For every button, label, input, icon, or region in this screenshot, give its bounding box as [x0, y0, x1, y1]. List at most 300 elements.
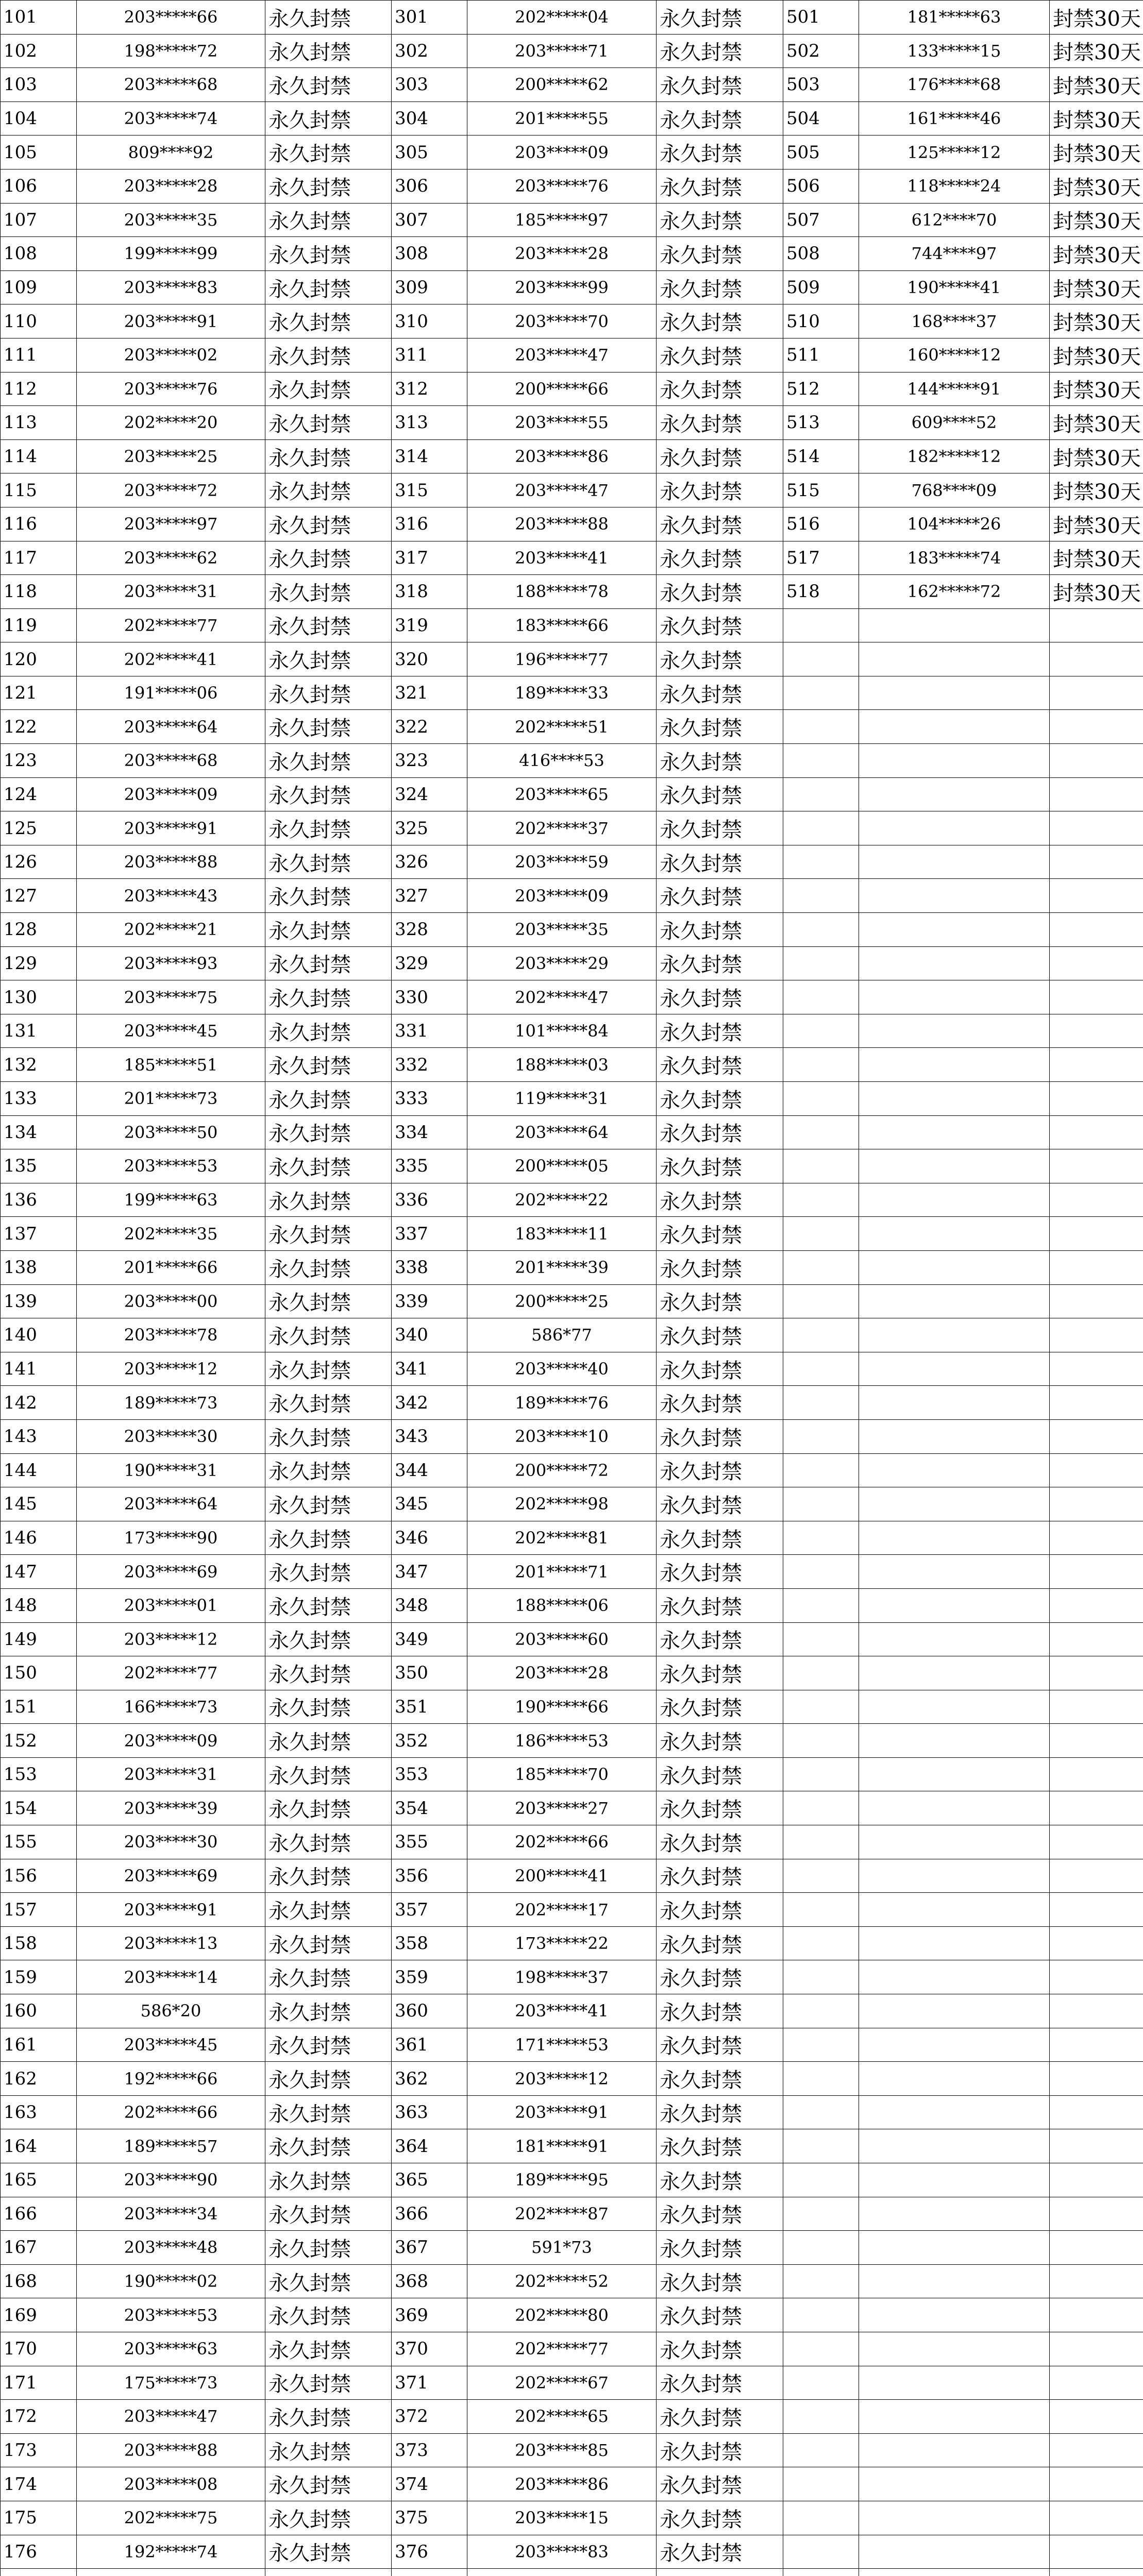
serial-number-cell: 347	[392, 1555, 467, 1589]
account-cell: 203*****00	[77, 1284, 265, 1318]
account-cell	[859, 2264, 1050, 2298]
serial-number-cell: 102	[1, 34, 77, 68]
account-cell: 202*****66	[77, 2095, 265, 2129]
table-row	[1, 237, 1143, 271]
account-cell	[859, 2467, 1050, 2501]
serial-number-cell: 368	[392, 2264, 467, 2298]
serial-number-cell: 342	[392, 1386, 467, 1420]
ban-status-cell: 永久封禁	[265, 2501, 392, 2535]
ban-status-cell	[1050, 1757, 1143, 1791]
ban-status-cell: 永久封禁	[265, 2332, 392, 2366]
account-cell	[859, 2535, 1050, 2569]
account-cell: 202*****37	[467, 811, 657, 845]
serial-number-cell: 133	[1, 1082, 77, 1116]
serial-number-cell: 143	[1, 1419, 77, 1453]
account-cell	[859, 1453, 1050, 1487]
table-row	[1, 642, 1143, 676]
ban-status-cell: 永久封禁	[657, 2400, 783, 2434]
table-row	[1, 507, 1143, 541]
account-cell	[859, 2433, 1050, 2467]
ban-status-cell: 永久封禁	[265, 913, 392, 947]
account-cell: 185*****70	[467, 1757, 657, 1791]
account-cell	[859, 1487, 1050, 1521]
table-row	[1, 68, 1143, 102]
ban-status-cell: 永久封禁	[657, 2535, 783, 2569]
serial-number-cell: 333	[392, 1082, 467, 1116]
account-cell	[859, 1386, 1050, 1420]
account-cell: 202*****41	[77, 642, 265, 676]
account-cell: 203*****91	[467, 2095, 657, 2129]
serial-number-cell: 359	[392, 1960, 467, 1994]
ban-status-cell: 永久封禁	[657, 1521, 783, 1555]
account-cell: 188*****78	[467, 575, 657, 609]
serial-number-cell	[783, 2569, 859, 2576]
serial-number-cell: 517	[783, 541, 859, 575]
serial-number-cell	[783, 1859, 859, 1893]
ban-status-cell: 永久封禁	[265, 1284, 392, 1318]
serial-number-cell: 512	[783, 372, 859, 406]
ban-status-cell	[1050, 1419, 1143, 1453]
serial-number-cell: 173	[1, 2433, 77, 2467]
account-cell: 199*****63	[77, 1183, 265, 1217]
ban-status-cell: 永久封禁	[265, 1183, 392, 1217]
ban-status-cell: 永久封禁	[265, 2129, 392, 2163]
serial-number-cell	[783, 2197, 859, 2231]
ban-status-cell: 永久封禁	[265, 304, 392, 338]
account-cell	[859, 1757, 1050, 1791]
ban-status-cell	[1050, 946, 1143, 980]
ban-status-cell: 永久封禁	[657, 1352, 783, 1386]
account-cell: 203*****31	[77, 1757, 265, 1791]
ban-status-cell: 永久封禁	[657, 2501, 783, 2535]
ban-status-cell: 永久封禁	[657, 135, 783, 170]
ban-status-cell	[1050, 2062, 1143, 2096]
serial-number-cell	[783, 1588, 859, 1622]
serial-number-cell: 172	[1, 2400, 77, 2434]
serial-number-cell: 126	[1, 845, 77, 879]
ban-status-cell: 永久封禁	[657, 1014, 783, 1048]
ban-status-cell: 永久封禁	[657, 642, 783, 676]
account-cell: 189*****95	[467, 2163, 657, 2197]
ban-status-cell: 永久封禁	[265, 845, 392, 879]
serial-number-cell: 514	[783, 439, 859, 473]
account-cell	[859, 1048, 1050, 1082]
ban-status-cell: 永久封禁	[657, 1757, 783, 1791]
serial-number-cell: 338	[392, 1250, 467, 1284]
serial-number-cell: 176	[1, 2535, 77, 2569]
table-row	[1, 879, 1143, 913]
serial-number-cell: 345	[392, 1487, 467, 1521]
ban-status-cell: 永久封禁	[657, 2062, 783, 2096]
table-row	[1, 676, 1143, 710]
serial-number-cell: 105	[1, 135, 77, 170]
account-cell: 198*****37	[467, 1960, 657, 1994]
account-cell: 203*****48	[77, 2231, 265, 2265]
account-cell	[859, 980, 1050, 1014]
account-cell: 200*****62	[467, 68, 657, 102]
account-cell: 203*****55	[467, 406, 657, 440]
ban-status-cell	[1050, 710, 1143, 744]
serial-number-cell	[783, 1352, 859, 1386]
ban-status-cell	[1050, 777, 1143, 811]
ban-status-cell: 封禁30天	[1050, 507, 1143, 541]
account-cell: 203*****76	[77, 372, 265, 406]
table-row	[1, 1724, 1143, 1758]
ban-status-cell: 永久封禁	[265, 1724, 392, 1758]
ban-status-cell	[1050, 2231, 1143, 2265]
account-cell: 203*****40	[467, 1352, 657, 1386]
ban-status-cell: 永久封禁	[265, 642, 392, 676]
account-cell: 200*****72	[467, 1453, 657, 1487]
ban-status-cell: 永久封禁	[657, 2433, 783, 2467]
ban-status-cell: 永久封禁	[265, 1960, 392, 1994]
serial-number-cell	[783, 1926, 859, 1960]
account-cell: 119*****31	[467, 1082, 657, 1116]
table-row	[1, 1825, 1143, 1859]
serial-number-cell: 113	[1, 406, 77, 440]
ban-status-cell: 永久封禁	[657, 406, 783, 440]
serial-number-cell: 104	[1, 101, 77, 135]
ban-status-cell: 永久封禁	[265, 237, 392, 271]
account-cell: 189*****33	[467, 676, 657, 710]
serial-number-cell	[783, 777, 859, 811]
serial-number-cell: 367	[392, 2231, 467, 2265]
table-row	[1, 2264, 1143, 2298]
account-cell	[859, 1318, 1050, 1352]
table-row	[1, 1622, 1143, 1656]
table-row	[1, 2433, 1143, 2467]
serial-number-cell: 165	[1, 2163, 77, 2197]
serial-number-cell: 125	[1, 811, 77, 845]
serial-number-cell: 337	[392, 1217, 467, 1251]
serial-number-cell: 328	[392, 913, 467, 947]
ban-status-cell: 封禁30天	[1050, 338, 1143, 372]
ban-status-cell: 永久封禁	[657, 1115, 783, 1149]
table-row	[1, 2163, 1143, 2197]
table-row	[1, 1386, 1143, 1420]
account-cell: 181*****63	[859, 1, 1050, 35]
serial-number-cell	[783, 1250, 859, 1284]
table-row	[1, 270, 1143, 304]
ban-status-cell: 永久封禁	[657, 1859, 783, 1893]
ban-status-cell: 永久封禁	[657, 439, 783, 473]
account-cell: 202*****65	[467, 2400, 657, 2434]
serial-number-cell: 159	[1, 1960, 77, 1994]
serial-number-cell: 343	[392, 1419, 467, 1453]
ban-status-cell: 永久封禁	[265, 473, 392, 507]
serial-number-cell	[783, 1419, 859, 1453]
account-cell: 188*****06	[467, 1588, 657, 1622]
account-cell: 203*****35	[77, 203, 265, 237]
serial-number-cell: 503	[783, 68, 859, 102]
ban-status-cell: 永久封禁	[657, 68, 783, 102]
serial-number-cell: 123	[1, 744, 77, 778]
account-cell: 203*****83	[77, 270, 265, 304]
ban-status-cell	[1050, 2433, 1143, 2467]
serial-number-cell: 505	[783, 135, 859, 170]
serial-number-cell	[783, 2028, 859, 2062]
table-row	[1, 1183, 1143, 1217]
ban-status-cell: 永久封禁	[265, 1893, 392, 1927]
ban-status-cell: 永久封禁	[657, 777, 783, 811]
account-cell: 203*****41	[467, 541, 657, 575]
serial-number-cell: 322	[392, 710, 467, 744]
ban-status-cell: 永久封禁	[657, 541, 783, 575]
ban-status-cell	[1050, 1183, 1143, 1217]
account-cell: 203*****13	[77, 1926, 265, 1960]
serial-number-cell: 135	[1, 1149, 77, 1183]
ban-status-cell	[1050, 1082, 1143, 1116]
ban-status-cell: 永久封禁	[657, 1926, 783, 1960]
ban-status-cell: 永久封禁	[265, 1250, 392, 1284]
account-cell	[859, 777, 1050, 811]
ban-status-cell: 永久封禁	[657, 710, 783, 744]
serial-number-cell: 318	[392, 575, 467, 609]
serial-number-cell: 111	[1, 338, 77, 372]
serial-number-cell: 355	[392, 1825, 467, 1859]
account-cell: 202*****77	[77, 1656, 265, 1690]
serial-number-cell: 507	[783, 203, 859, 237]
serial-number-cell: 160	[1, 1994, 77, 2028]
ban-status-cell: 永久封禁	[265, 2366, 392, 2400]
serial-number-cell: 371	[392, 2366, 467, 2400]
ban-status-cell	[1050, 845, 1143, 879]
serial-number-cell: 304	[392, 101, 467, 135]
serial-number-cell: 513	[783, 406, 859, 440]
ban-status-cell: 永久封禁	[657, 203, 783, 237]
account-cell: 203*****64	[467, 1115, 657, 1149]
ban-status-cell: 封禁30天	[1050, 541, 1143, 575]
table-row	[1, 1521, 1143, 1555]
ban-status-cell: 永久封禁	[657, 1622, 783, 1656]
ban-status-cell: 永久封禁	[265, 2028, 392, 2062]
table-row	[1, 913, 1143, 947]
table-row	[1, 1690, 1143, 1724]
serial-number-cell: 118	[1, 575, 77, 609]
serial-number-cell: 510	[783, 304, 859, 338]
ban-status-cell: 封禁30天	[1050, 372, 1143, 406]
account-cell	[467, 2569, 657, 2576]
account-cell: 202*****87	[467, 2197, 657, 2231]
account-cell	[859, 1082, 1050, 1116]
ban-status-cell: 永久封禁	[657, 1149, 783, 1183]
account-cell: 168****37	[859, 304, 1050, 338]
account-cell: 203*****76	[467, 169, 657, 203]
serial-number-cell: 501	[783, 1, 859, 35]
account-cell	[859, 1724, 1050, 1758]
serial-number-cell: 121	[1, 676, 77, 710]
ban-status-cell	[1050, 1859, 1143, 1893]
serial-number-cell: 509	[783, 270, 859, 304]
serial-number-cell: 320	[392, 642, 467, 676]
account-cell: 203*****85	[467, 2433, 657, 2467]
serial-number-cell: 174	[1, 2467, 77, 2501]
table-row	[1, 1115, 1143, 1149]
serial-number-cell	[783, 2400, 859, 2434]
ban-status-cell: 永久封禁	[657, 2163, 783, 2197]
serial-number-cell: 314	[392, 439, 467, 473]
account-cell: 203*****09	[77, 777, 265, 811]
account-cell: 203*****69	[77, 1555, 265, 1589]
ban-status-cell: 永久封禁	[265, 1453, 392, 1487]
account-cell	[859, 946, 1050, 980]
serial-number-cell: 106	[1, 169, 77, 203]
ban-status-cell	[1050, 1656, 1143, 1690]
table-row	[1, 811, 1143, 845]
account-cell	[859, 1588, 1050, 1622]
ban-status-cell: 永久封禁	[265, 1588, 392, 1622]
serial-number-cell	[783, 2062, 859, 2096]
table-row	[1, 2366, 1143, 2400]
account-cell: 202*****35	[77, 1217, 265, 1251]
account-cell: 190*****66	[467, 1690, 657, 1724]
account-cell	[859, 1893, 1050, 1927]
serial-number-cell: 103	[1, 68, 77, 102]
account-cell	[859, 1825, 1050, 1859]
serial-number-cell: 332	[392, 1048, 467, 1082]
ban-status-cell: 封禁30天	[1050, 34, 1143, 68]
serial-number-cell: 109	[1, 270, 77, 304]
serial-number-cell: 151	[1, 1690, 77, 1724]
account-cell: 203*****68	[77, 68, 265, 102]
account-cell: 202*****22	[467, 1183, 657, 1217]
account-cell	[859, 1690, 1050, 1724]
table-row	[1, 1217, 1143, 1251]
ban-status-cell: 永久封禁	[657, 304, 783, 338]
account-cell: 203*****53	[77, 2298, 265, 2332]
serial-number-cell	[783, 2298, 859, 2332]
account-cell: 203*****01	[77, 1588, 265, 1622]
serial-number-cell	[783, 1284, 859, 1318]
ban-status-cell	[1050, 1250, 1143, 1284]
serial-number-cell: 119	[1, 608, 77, 642]
ban-status-cell: 永久封禁	[265, 34, 392, 68]
ban-status-cell: 永久封禁	[657, 1724, 783, 1758]
account-cell: 203*****88	[77, 845, 265, 879]
account-cell: 101*****84	[467, 1014, 657, 1048]
ban-status-cell: 永久封禁	[657, 2467, 783, 2501]
account-cell: 201*****66	[77, 1250, 265, 1284]
ban-status-cell: 永久封禁	[265, 1622, 392, 1656]
table-row	[1, 304, 1143, 338]
serial-number-cell: 375	[392, 2501, 467, 2535]
table-row	[1, 2501, 1143, 2535]
account-cell: 203*****14	[77, 1960, 265, 1994]
ban-status-cell: 永久封禁	[265, 1791, 392, 1825]
ban-status-cell	[1050, 676, 1143, 710]
serial-number-cell	[783, 811, 859, 845]
ban-status-cell: 封禁30天	[1050, 1, 1143, 35]
serial-number-cell: 306	[392, 169, 467, 203]
account-cell: 203*****27	[467, 1791, 657, 1825]
account-cell: 203*****35	[467, 913, 657, 947]
account-cell: 203*****65	[467, 777, 657, 811]
serial-number-cell: 327	[392, 879, 467, 913]
ban-status-cell	[1050, 1724, 1143, 1758]
account-cell	[859, 845, 1050, 879]
account-cell: 202*****66	[467, 1825, 657, 1859]
ban-status-cell: 永久封禁	[265, 101, 392, 135]
ban-status-cell	[1050, 1825, 1143, 1859]
serial-number-cell: 302	[392, 34, 467, 68]
account-cell: 162*****72	[859, 575, 1050, 609]
ban-status-cell	[1050, 1318, 1143, 1352]
account-cell	[859, 2231, 1050, 2265]
serial-number-cell	[783, 845, 859, 879]
serial-number-cell	[783, 1014, 859, 1048]
serial-number-cell: 138	[1, 1250, 77, 1284]
account-cell: 182*****12	[859, 439, 1050, 473]
ban-status-cell: 永久封禁	[657, 608, 783, 642]
ban-status-cell: 永久封禁	[657, 1690, 783, 1724]
table-row	[1, 2197, 1143, 2231]
serial-number-cell: 129	[1, 946, 77, 980]
serial-number-cell	[783, 1724, 859, 1758]
table-row	[1, 372, 1143, 406]
account-cell: 203*****64	[77, 1487, 265, 1521]
ban-status-cell: 永久封禁	[657, 1217, 783, 1251]
table-row	[1, 541, 1143, 575]
serial-number-cell: 155	[1, 1825, 77, 1859]
ban-status-cell: 永久封禁	[265, 507, 392, 541]
serial-number-cell	[783, 1217, 859, 1251]
account-cell: 203*****99	[467, 270, 657, 304]
serial-number-cell: 146	[1, 1521, 77, 1555]
ban-status-cell	[1050, 879, 1143, 913]
account-cell: 144*****91	[859, 372, 1050, 406]
account-cell	[859, 2028, 1050, 2062]
ban-status-cell	[1050, 1386, 1143, 1420]
serial-number-cell: 326	[392, 845, 467, 879]
table-row	[1, 777, 1143, 811]
ban-status-cell: 永久封禁	[657, 1893, 783, 1927]
account-cell: 202*****17	[467, 1893, 657, 1927]
serial-number-cell: 316	[392, 507, 467, 541]
account-cell: 203*****45	[77, 1014, 265, 1048]
ban-status-cell: 永久封禁	[265, 1217, 392, 1251]
account-cell: 196*****77	[467, 642, 657, 676]
account-cell: 203*****28	[467, 237, 657, 271]
serial-number-cell	[783, 1149, 859, 1183]
ban-status-cell: 永久封禁	[657, 879, 783, 913]
account-cell: 203*****93	[77, 946, 265, 980]
ban-status-cell: 永久封禁	[265, 1082, 392, 1116]
serial-number-cell	[783, 2332, 859, 2366]
serial-number-cell: 117	[1, 541, 77, 575]
ban-status-cell	[1050, 1893, 1143, 1927]
serial-number-cell: 137	[1, 1217, 77, 1251]
account-cell: 203*****86	[467, 439, 657, 473]
ban-status-cell: 永久封禁	[265, 1656, 392, 1690]
ban-status-cell: 永久封禁	[657, 676, 783, 710]
account-cell	[859, 2062, 1050, 2096]
ban-status-cell: 永久封禁	[265, 338, 392, 372]
serial-number-cell: 508	[783, 237, 859, 271]
ban-status-cell	[1050, 811, 1143, 845]
account-cell	[859, 1994, 1050, 2028]
ban-status-cell	[1050, 1960, 1143, 1994]
serial-number-cell: 307	[392, 203, 467, 237]
ban-status-cell: 永久封禁	[657, 1994, 783, 2028]
account-cell: 202*****52	[467, 2264, 657, 2298]
ban-status-cell: 永久封禁	[657, 1453, 783, 1487]
serial-number-cell: 134	[1, 1115, 77, 1149]
table-row	[1, 1859, 1143, 1893]
serial-number-cell: 313	[392, 406, 467, 440]
ban-status-cell: 永久封禁	[657, 1318, 783, 1352]
ban-status-cell: 永久封禁	[657, 338, 783, 372]
serial-number-cell: 319	[392, 608, 467, 642]
